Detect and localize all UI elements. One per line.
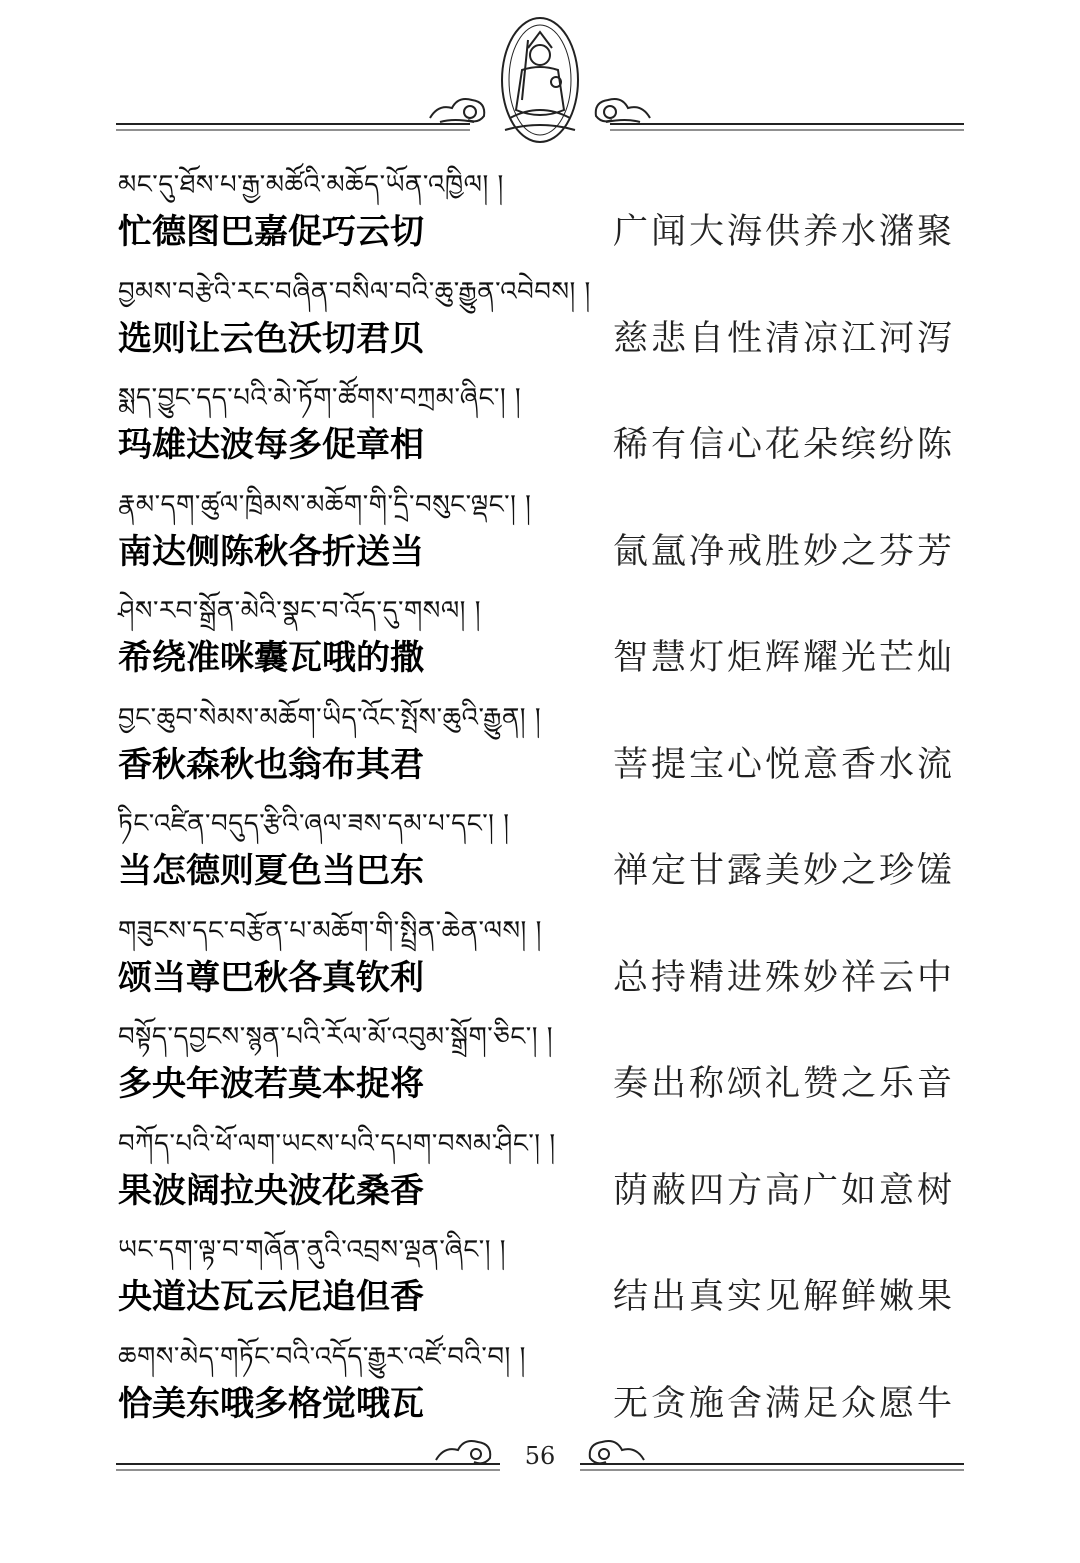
translation-line: 菩提宝心悦意香水流	[612, 744, 955, 785]
verse	[118, 160, 963, 267]
translation-line: 慈悲自性清凉江河泻	[612, 318, 955, 359]
tibetan-line: བཀོད་པའི་ཕོ་ལག་ཡངས་པའི་དཔག་བསམ་ཤིང་། །	[118, 1128, 556, 1159]
verse	[118, 373, 963, 480]
transliteration-line: 选则让云色沃切君贝	[118, 318, 424, 359]
verse	[118, 480, 963, 587]
verse	[118, 799, 963, 906]
transliteration-line: 玛雄达波每多促章相	[118, 425, 424, 465]
tibetan-line: བྱམས་བརྩེའི་རང་བཞིན་བསིལ་བའི་ཆུ་རྒྱུན་འབེབས། །	[118, 276, 591, 307]
translation-line: 智慧灯炬辉耀光芒灿	[612, 638, 955, 678]
transliteration-line: 南达侧陈秋各折送当	[118, 531, 424, 572]
verse-list	[118, 160, 963, 1438]
page-number: 56	[524, 1442, 556, 1470]
tibetan-line: བྱང་ཆུབ་སེམས་མཆོག་ཡིད་འོང་སྤོས་ཆུའི་རྒྱུན། །	[118, 702, 542, 733]
translation-line: 结出真实见解鲜嫩果	[612, 1277, 955, 1317]
verse	[118, 906, 963, 1013]
verse	[118, 1012, 963, 1119]
translation-line: 稀有信心花朵缤纷陈	[612, 425, 955, 465]
verse	[118, 1332, 963, 1439]
translation-line: 禅定甘露美妙之珍馐	[612, 851, 955, 891]
verse	[118, 1225, 963, 1332]
translation-line: 无贪施舍满足众愿牛	[612, 1383, 955, 1424]
transliteration-line: 忙德图巴嘉促巧云切	[118, 212, 424, 252]
guru-rinpoche-emblem-icon	[0, 0, 1080, 150]
tibetan-line: ཤེས་རབ་སྒྲོན་མེའི་སྣང་བ་འོད་དུ་གསལ། །	[118, 596, 481, 626]
translation-line: 奏出称颂礼赞之乐音	[612, 1064, 955, 1104]
tibetan-line: རྣམ་དག་ཚུལ་ཁྲིམས་མཆོག་གི་དྲི་བསུང་ལྡང་། །	[118, 489, 532, 520]
transliteration-line: 恰美东哦多格觉哦瓦	[118, 1383, 424, 1424]
verse	[118, 267, 963, 374]
translation-line: 氤氲净戒胜妙之芬芳	[612, 531, 955, 572]
transliteration-line: 当怎德则夏色当巴东	[118, 851, 424, 891]
tibetan-line: མང་དུ་ཐོས་པ་རྒྱ་མཚོའི་མཆོད་ཡོན་འཁྱིལ། །	[118, 170, 504, 200]
tibetan-line: སྨད་བྱུང་དད་པའི་མེ་ཏོག་ཚོགས་བཀྲམ་ཞིང་། །	[118, 383, 522, 413]
verse	[118, 586, 963, 693]
tibetan-line: ཏིང་འཛིན་བདུད་རྩིའི་ཞལ་ཟས་དམ་པ་དང་། །	[118, 809, 510, 839]
transliteration-line: 央道达瓦云尼追但香	[118, 1277, 424, 1317]
transliteration-line: 颂当尊巴秋各真钦利	[118, 957, 424, 998]
tibetan-line: གཟུངས་དང་བརྩོན་པ་མཆོག་གི་སྤྲིན་ཆེན་ལས། །	[118, 915, 542, 946]
translation-line: 荫蔽四方高广如意树	[612, 1170, 955, 1211]
page-header	[0, 0, 1080, 150]
tibetan-line: ཆགས་མེད་གཏོང་བའི་འདོད་རྒྱུར་འཛོ་བའི་བ། །	[118, 1341, 526, 1372]
transliteration-line: 果波阔拉央波花桑香	[118, 1170, 424, 1211]
verse	[118, 1119, 963, 1226]
transliteration-line: 希绕准咪囊瓦哦的撒	[118, 638, 424, 678]
translation-line: 广闻大海供养水潴聚	[612, 212, 955, 252]
translation-line: 总持精进殊妙祥云中	[612, 957, 955, 998]
tibetan-line: ཡང་དག་ལྟ་བ་གཞོན་ནུའི་འབྲས་ལྡན་ཞིང་། །	[118, 1235, 507, 1265]
transliteration-line: 多央年波若莫本捉将	[118, 1064, 424, 1104]
transliteration-line: 香秋森秋也翁布其君	[118, 744, 424, 785]
verse	[118, 693, 963, 800]
tibetan-line: བསྟོད་དབྱངས་སྙན་པའི་རོལ་མོ་འབུམ་སྒྲོག་ཅིང་། །	[118, 1022, 554, 1052]
